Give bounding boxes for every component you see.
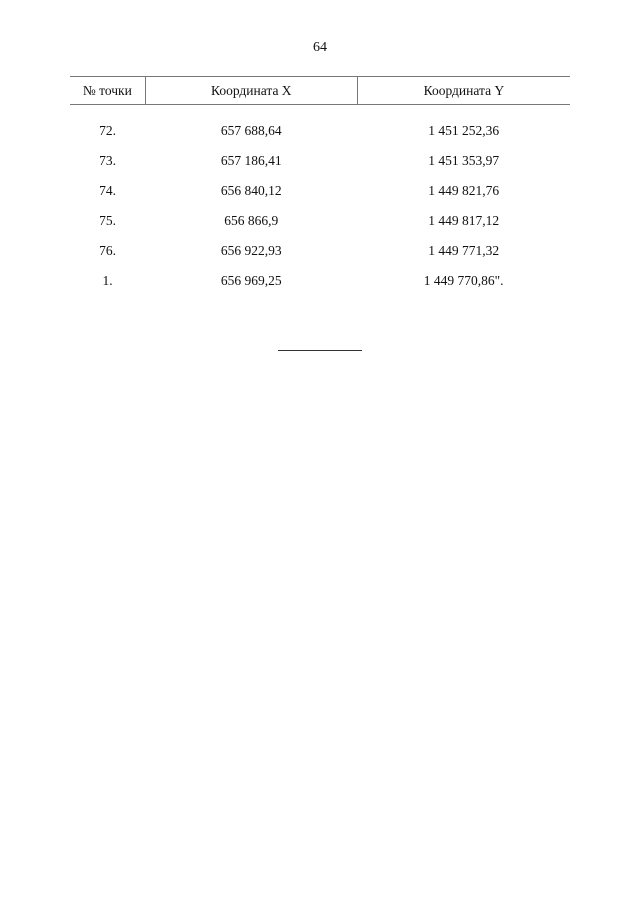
point-number-cell: 1. bbox=[102, 273, 113, 288]
end-divider-line bbox=[278, 350, 362, 351]
point-number-cell: 73. bbox=[99, 153, 117, 168]
header-coordinate-x: Координата X bbox=[145, 77, 357, 105]
coordinate-y-cell: 1 449 817,12 bbox=[428, 213, 500, 228]
table-row bbox=[70, 146, 570, 176]
coordinates-table bbox=[70, 76, 570, 296]
coordinate-x-cell: 656 969,25 bbox=[220, 273, 282, 288]
coordinate-y-cell: 1 449 770,86". bbox=[423, 273, 504, 288]
point-number-cell: 76. bbox=[99, 243, 117, 258]
table-row bbox=[70, 116, 570, 146]
coordinate-x-cell: 657 186,41 bbox=[220, 153, 282, 168]
coordinate-y-cell: 1 449 821,76 bbox=[428, 183, 500, 198]
point-number-cell: 74. bbox=[99, 183, 117, 198]
point-number-cell: 72. bbox=[99, 123, 117, 138]
page-number: 64 bbox=[313, 40, 327, 55]
header-coordinate-y: Координата Y bbox=[357, 77, 570, 105]
coordinate-y-cell: 1 451 353,97 bbox=[428, 153, 500, 168]
table-row bbox=[70, 236, 570, 266]
coordinate-x-cell: 656 866,9 bbox=[224, 213, 279, 228]
table-row bbox=[70, 206, 570, 236]
table-header-row bbox=[70, 77, 570, 105]
point-number-cell: 75. bbox=[99, 213, 117, 228]
header-point-number: № точки bbox=[70, 77, 145, 105]
coordinate-x-cell: 656 922,93 bbox=[220, 243, 282, 258]
table-row bbox=[70, 266, 570, 296]
coordinate-x-cell: 657 688,64 bbox=[220, 123, 282, 138]
coordinate-y-cell: 1 451 252,36 bbox=[428, 123, 500, 138]
table-row bbox=[70, 176, 570, 206]
coordinate-y-cell: 1 449 771,32 bbox=[428, 243, 500, 258]
coordinate-x-cell: 656 840,12 bbox=[220, 183, 282, 198]
